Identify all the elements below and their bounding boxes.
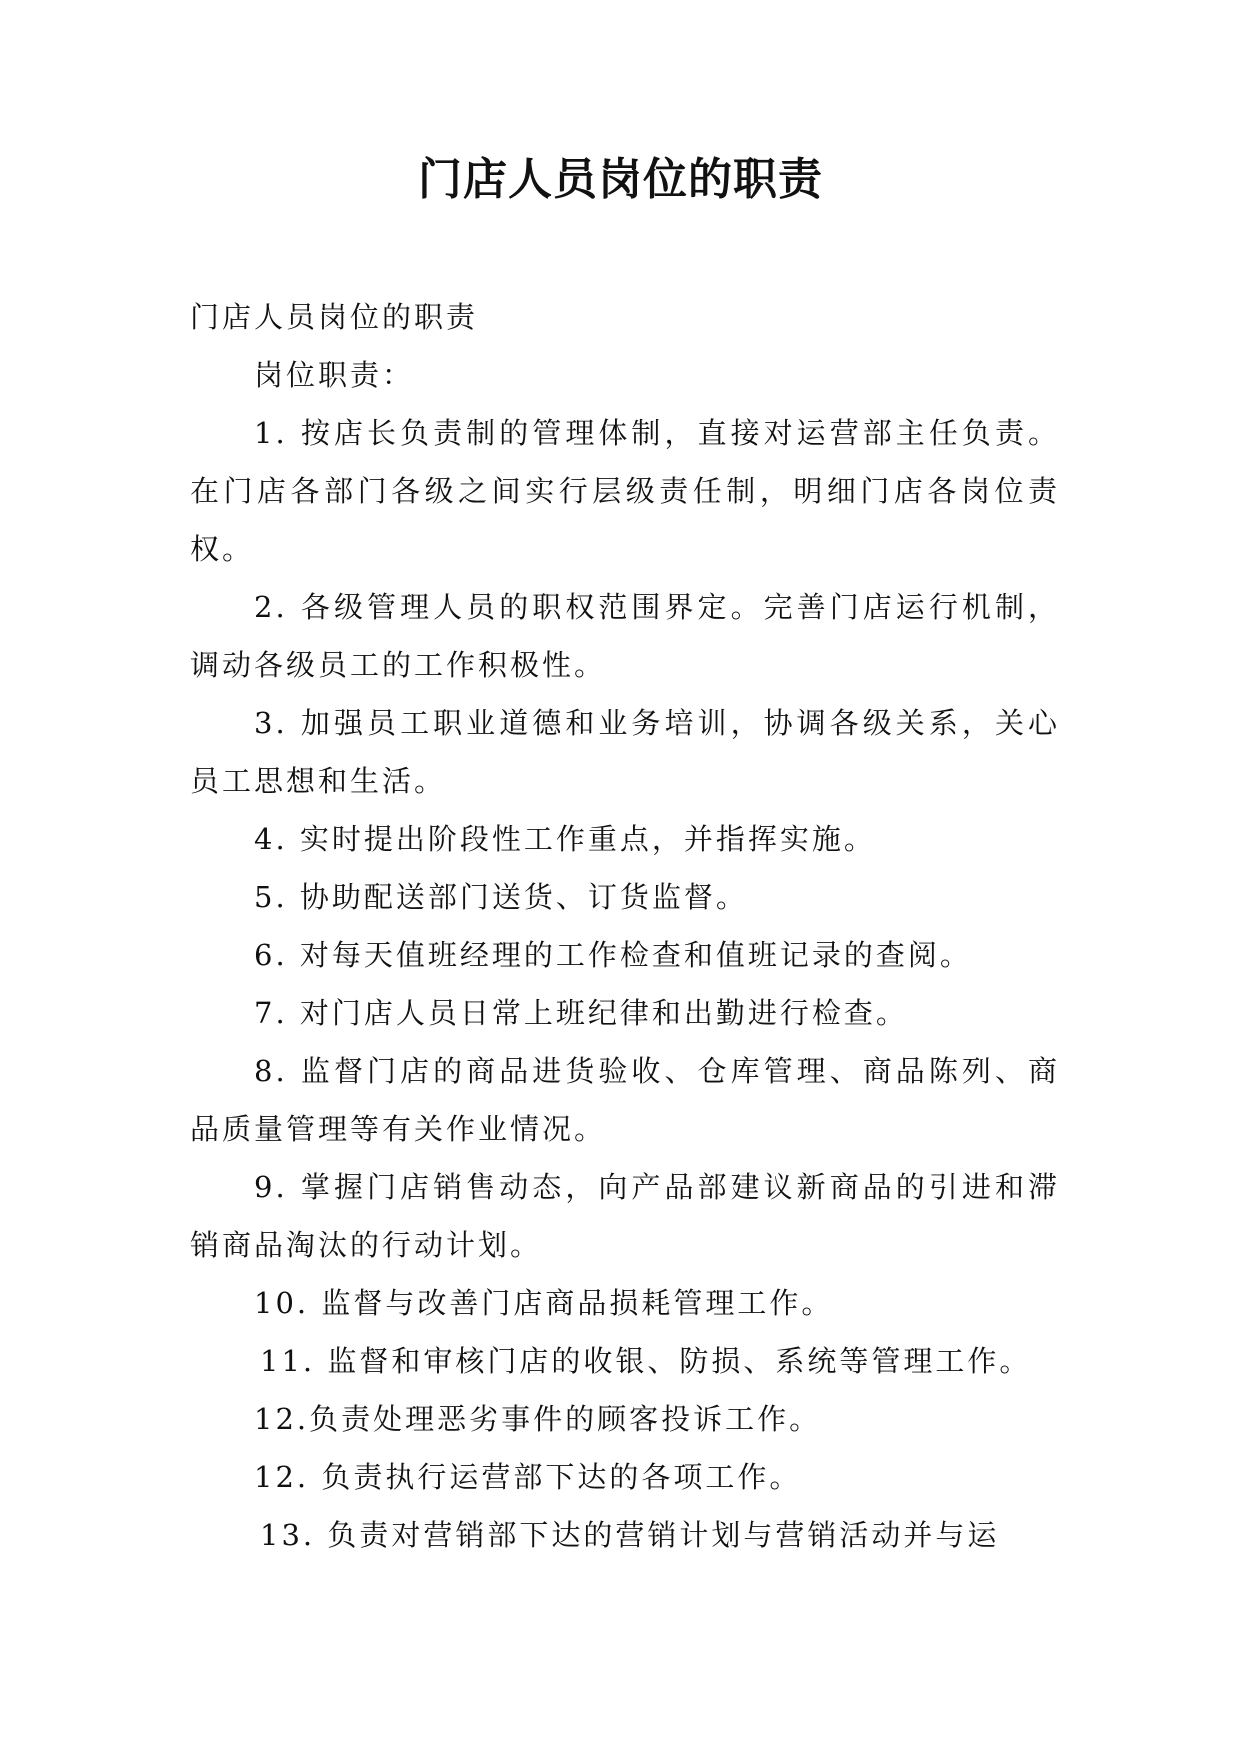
- duty-item-5: 5. 协助配送部门送货、订货监督。: [254, 880, 748, 914]
- duty-item-3: 3. 加强员工职业道德和业务培训，协调各级关系，关心员工思想和生活。: [190, 706, 1060, 798]
- duty-item-11: 11. 监督和审核门店的收银、防损、系统等管理工作。: [260, 1344, 1032, 1378]
- document-subtitle: 门店人员岗位的职责: [190, 300, 479, 334]
- duty-item-13: 13. 负责对营销部下达的营销计划与营销活动并与运: [260, 1518, 1000, 1552]
- duty-item-10: 10. 监督与改善门店商品损耗管理工作。: [254, 1286, 834, 1320]
- duty-item-6: 6. 对每天值班经理的工作检查和值班记录的查阅。: [254, 938, 972, 972]
- duty-item-12b: 12. 负责执行运营部下达的各项工作。: [254, 1460, 802, 1494]
- duty-item-4: 4. 实时提出阶段性工作重点，并指挥实施。: [254, 822, 876, 856]
- duty-item-7: 7. 对门店人员日常上班纪律和出勤进行检查。: [254, 996, 908, 1030]
- section-heading: 岗位职责：: [254, 358, 415, 392]
- document-title: 门店人员岗位的职责: [418, 154, 823, 205]
- duty-item-8: 8. 监督门店的商品进货验收、仓库管理、商品陈列、商品质量管理等有关作业情况。: [190, 1054, 1060, 1146]
- duty-item-1: 1. 按店长负责制的管理体制，直接对运营部主任负责。在门店各部门各级之间实行层级责任制，明细门店各岗位责权。: [190, 416, 1060, 566]
- duty-item-2: 2. 各级管理人员的职权范围界定。完善门店运行机制，调动各级员工的工作积极性。: [190, 590, 1060, 682]
- document-body: [190, 288, 1060, 1564]
- duty-item-9: 9. 掌握门店销售动态，向产品部建议新商品的引进和滞销商品淘汰的行动计划。: [190, 1170, 1060, 1262]
- duty-item-12a: 12.负责处理恶劣事件的顾客投诉工作。: [254, 1402, 822, 1436]
